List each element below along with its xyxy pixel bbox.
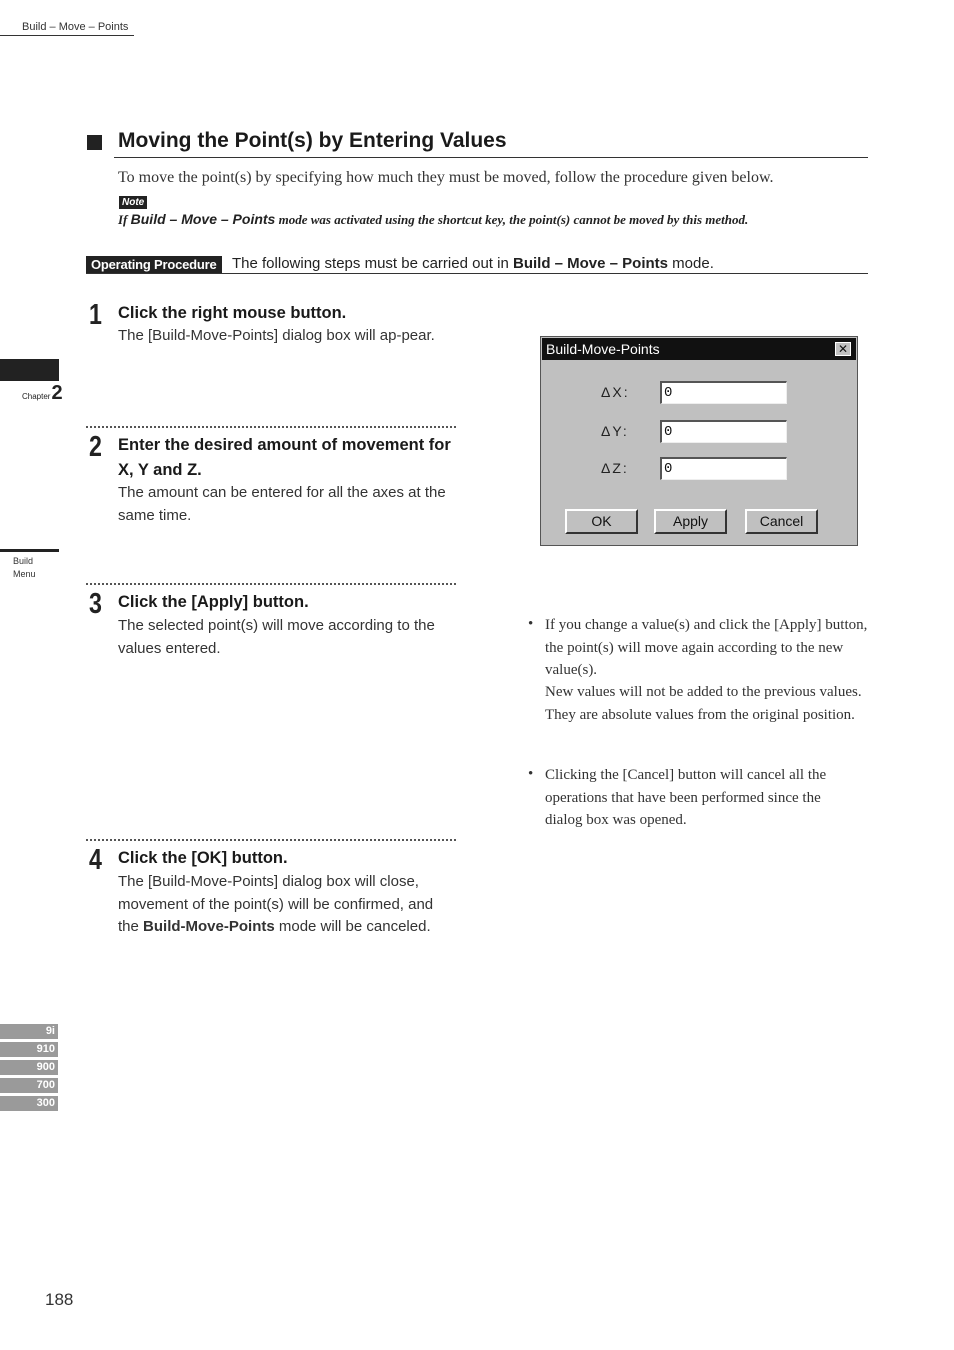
delta-z-input[interactable]: 0 <box>660 457 787 480</box>
model-tag-900: 900 <box>0 1060 58 1075</box>
running-header-rule <box>0 35 134 36</box>
ok-button[interactable]: OK <box>565 509 638 534</box>
step-3-body: The selected point(s) will move according to the values entered. <box>118 617 435 657</box>
chapter-label <box>22 382 63 405</box>
op-text-mode: Build – Move – Points <box>512 255 669 272</box>
step-2-number: 2 <box>89 431 102 463</box>
build-menu-tab-rule <box>0 549 59 552</box>
close-icon[interactable]: ✕ <box>835 342 851 356</box>
step-separator <box>86 583 456 585</box>
step-1-number: 1 <box>89 299 102 331</box>
cancel-button[interactable]: Cancel <box>745 509 818 534</box>
chapter-number: 2 <box>51 382 63 404</box>
delta-y-label: ΔY: <box>601 423 629 439</box>
model-tag-9i: 9i <box>0 1024 58 1039</box>
note-mode: Build – Move – Points <box>130 211 276 227</box>
section-rule <box>114 157 868 158</box>
step-3-heading: Click the [Apply] button. <box>118 593 309 611</box>
note-1-text: If you change a value(s) and click the [Apply] button, the point(s) will move again according to the new value(s). <box>545 617 868 678</box>
running-header: Build – Move – Points <box>22 21 129 33</box>
step-4-heading: Click the [OK] button. <box>118 849 288 867</box>
step-4-body-prefix: The [Build-Move-Points] dialog box will close, movement of the point(s) will be confirmed, and the <box>118 873 434 935</box>
build-menu-label <box>13 555 36 581</box>
apply-button[interactable]: Apply <box>654 509 727 534</box>
step-3-number: 3 <box>89 588 102 620</box>
model-tag-700: 700 <box>0 1078 58 1093</box>
note-suffix: mode was activated using the shortcut key, the point(s) cannot be moved by this method. <box>275 212 749 227</box>
step-separator <box>86 426 456 428</box>
delta-z-label: ΔZ: <box>601 460 629 476</box>
page-number: 188 <box>45 1290 74 1309</box>
note-2-text: Clicking the [Cancel] button will cancel all the operations that have been performed since the dialog box was opened. <box>545 767 827 828</box>
step-4-body-mode: Build-Move-Points <box>143 918 275 935</box>
step-1-heading: Click the right mouse button. <box>118 304 347 322</box>
dialog-title: Build-Move-Points <box>546 341 660 357</box>
section-square-icon <box>87 135 102 150</box>
build-move-points-dialog <box>540 336 858 546</box>
bullet-icon: • <box>528 616 534 632</box>
section-title: Moving the Point(s) by Entering Values <box>118 129 507 152</box>
operating-procedure-rule <box>86 273 868 274</box>
delta-x-input[interactable]: 0 <box>660 381 787 404</box>
operating-procedure-text <box>232 255 714 272</box>
build-line2: Menu <box>13 569 36 579</box>
bullet-icon: • <box>528 766 534 782</box>
chapter-tab <box>0 359 59 381</box>
note-1-text-continued: New values will not be added to the previous values. They are absolute values from the original position. <box>545 684 862 723</box>
op-text-prefix: The following steps must be carried out in <box>232 255 513 272</box>
intro-paragraph: To move the point(s) by specifying how much they must be moved, follow the procedure given below. <box>118 169 774 186</box>
delta-x-label: ΔX: <box>601 384 630 400</box>
model-tag-910: 910 <box>0 1042 58 1057</box>
note-badge: Note <box>119 196 147 209</box>
operating-procedure-badge: Operating Procedure <box>86 256 222 274</box>
model-tag-300: 300 <box>0 1096 58 1111</box>
step-separator <box>86 839 456 841</box>
step-4-body <box>118 871 453 939</box>
delta-y-input[interactable]: 0 <box>660 420 787 443</box>
step-1-body: The [Build-Move-Points] dialog box will ap-pear. <box>118 327 435 344</box>
chapter-word: Chapter <box>22 392 51 401</box>
step-4-number: 4 <box>89 844 102 876</box>
op-text-suffix: mode. <box>668 255 714 272</box>
step-2-body: The amount can be entered for all the axes at the same time. <box>118 484 446 524</box>
build-line1: Build <box>13 556 34 566</box>
step-4-body-suffix: mode will be canceled. <box>274 918 431 935</box>
note-text <box>118 211 748 228</box>
step-2-heading: Enter the desired amount of movement for X, Y and Z. <box>118 436 451 479</box>
dialog-titlebar <box>542 338 856 360</box>
note-prefix: If <box>118 212 131 227</box>
